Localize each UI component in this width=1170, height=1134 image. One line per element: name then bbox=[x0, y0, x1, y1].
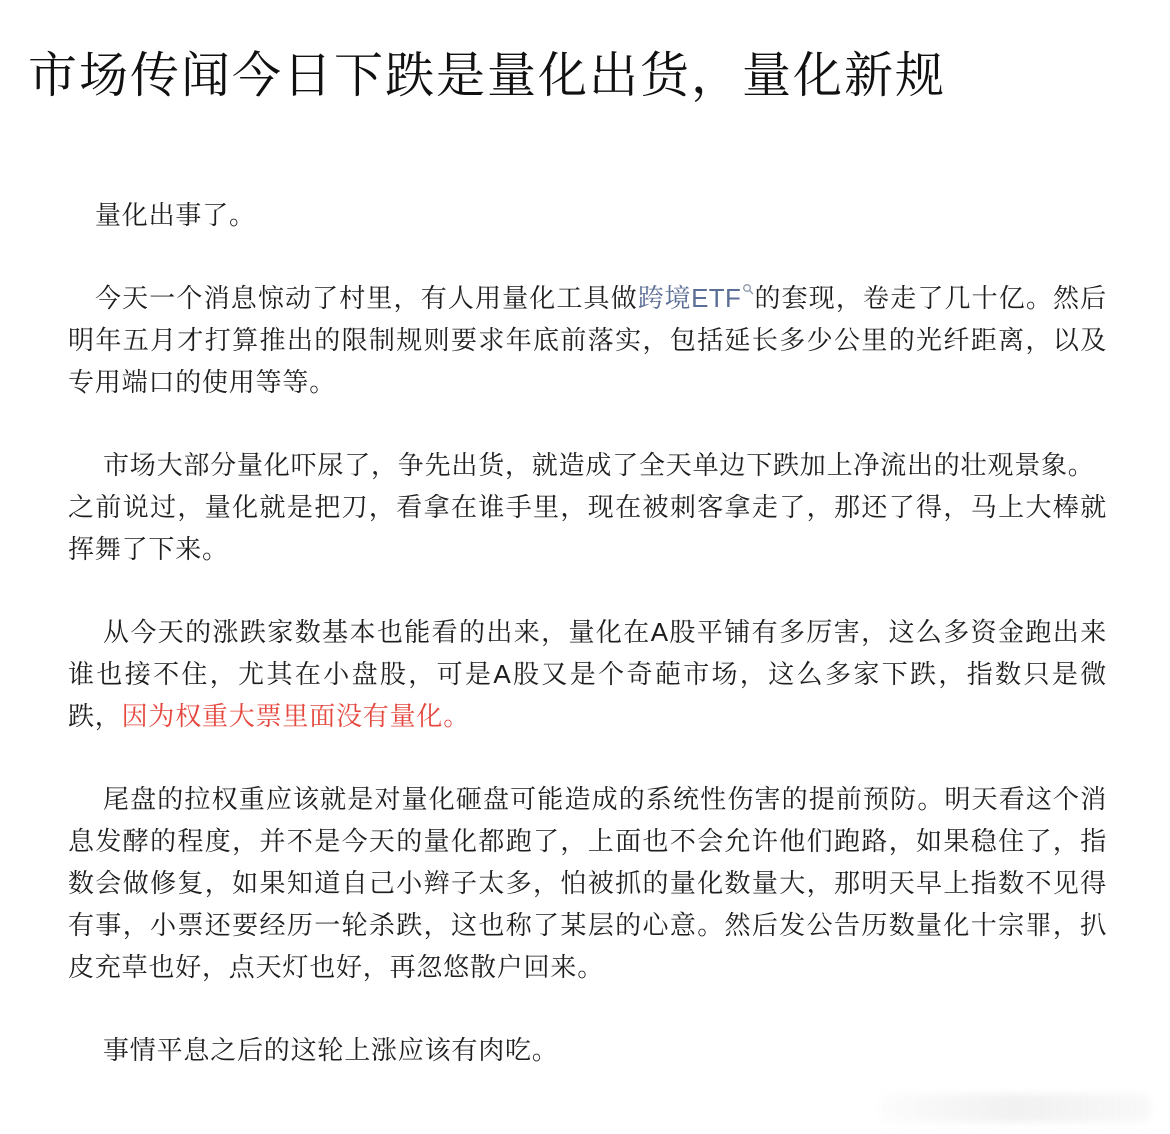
paragraph-line bbox=[68, 277, 1107, 319]
paragraph-line: 之前说过，量化就是把刀，看拿在谁手里，现在被刺客拿走了，那还了得，马上大棒就 bbox=[68, 492, 1107, 522]
paragraph-2 bbox=[68, 277, 1107, 403]
paragraph-line: 从今天的涨跌家数基本也能看的出来，量化在A股平铺有多厉害，这么多资金跑出来 bbox=[103, 617, 1107, 647]
paragraph-line: 数会做修复，如果知道自己小辫子太多，怕被抓的量化数量大，那明天早上指数不见得 bbox=[68, 868, 1107, 898]
paragraph-1 bbox=[68, 194, 1107, 236]
paragraph-line: 有事，小票还要经历一轮杀跌，这也称了某层的心意。然后发公告历数量化十宗罪，扒 bbox=[68, 910, 1107, 940]
paragraph-line: 事情平息之后的这轮上涨应该有肉吃。 bbox=[103, 1035, 559, 1065]
paragraph-line: 皮充草也好，点天灯也好，再忽悠散户回来。 bbox=[68, 952, 605, 982]
paragraph-line: 市场大部分量化吓尿了，争先出货，就造成了全天单边下跌加上净流出的壮观景象。 bbox=[103, 450, 1095, 480]
paragraph-5 bbox=[68, 778, 1107, 988]
highlighted-text: 因为权重大票里面没有量化。 bbox=[121, 701, 471, 731]
paragraph-line bbox=[68, 695, 1107, 737]
article-body bbox=[68, 194, 1107, 1071]
paragraph-line: 明年五月才打算推出的限制规则要求年底前落实，包括延长多少公里的光纤距离，以及 bbox=[68, 325, 1107, 355]
paragraph-6 bbox=[68, 1029, 1107, 1071]
text-segment: 今天一个消息惊动了村里，有人用量化工具做 bbox=[95, 283, 638, 313]
text-segment: 的套现，卷走了几十亿。然后 bbox=[754, 283, 1107, 313]
search-icon[interactable] bbox=[742, 283, 754, 295]
paragraph-3 bbox=[68, 444, 1107, 570]
paragraph-4 bbox=[68, 611, 1107, 737]
article-title: 市场传闻今日下跌是量化出货，量化新规 bbox=[28, 49, 947, 103]
paragraph-line: 挥舞了下来。 bbox=[68, 534, 229, 564]
watermark bbox=[880, 1094, 1150, 1122]
paragraph-line: 息发酵的程度，并不是今天的量化都跑了，上面也不会允许他们跑路，如果稳住了，指 bbox=[68, 826, 1107, 856]
paragraph-line: 尾盘的拉权重应该就是对量化砸盘可能造成的系统性伤害的提前预防。明天看这个消 bbox=[103, 784, 1107, 814]
text-segment: 跌， bbox=[68, 701, 122, 731]
paragraph-line: 谁也接不住，尤其在小盘股，可是A股又是个奇葩市场，这么多家下跌，指数只是微 bbox=[68, 659, 1107, 689]
paragraph-line: 量化出事了。 bbox=[95, 200, 256, 230]
paragraph-line: 专用端口的使用等等。 bbox=[68, 367, 337, 397]
cross-border-etf-link[interactable]: 跨境ETF bbox=[637, 283, 742, 313]
